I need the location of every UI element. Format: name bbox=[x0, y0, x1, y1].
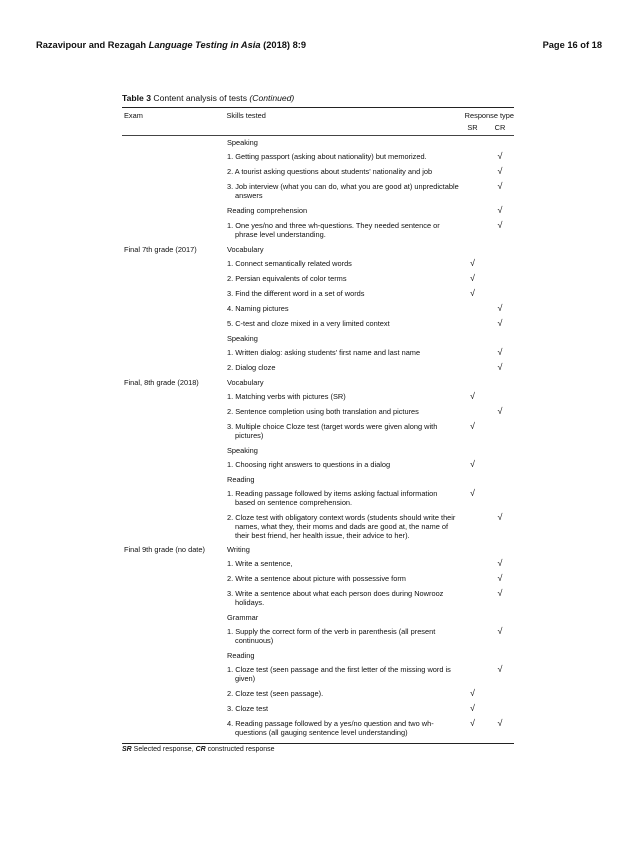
exam-cell bbox=[122, 513, 227, 543]
table-row bbox=[122, 136, 514, 150]
table-row bbox=[122, 219, 514, 243]
table-body bbox=[122, 136, 514, 743]
cr-check-cell bbox=[486, 460, 514, 473]
cr-check-cell bbox=[486, 446, 514, 458]
table-caption bbox=[122, 93, 514, 103]
page-number: Page 16 of 18 bbox=[542, 40, 602, 50]
cr-check-cell: √ bbox=[497, 220, 503, 230]
table-row bbox=[122, 317, 514, 332]
sr-check-cell bbox=[459, 138, 486, 150]
table-row bbox=[122, 204, 514, 219]
table-row bbox=[122, 572, 514, 587]
sr-check-cell: √ bbox=[470, 459, 475, 469]
table-row bbox=[122, 511, 514, 543]
skill-cell: 3. Cloze test bbox=[227, 704, 269, 713]
exam-cell bbox=[122, 475, 227, 487]
sr-check-cell bbox=[459, 545, 486, 557]
cr-check-cell bbox=[486, 613, 514, 625]
exam-cell bbox=[122, 182, 227, 204]
table-row bbox=[122, 287, 514, 302]
exam-cell bbox=[122, 392, 227, 405]
skill-cell: 1. Cloze test (seen passage and the first letter of the missing word is given) bbox=[227, 665, 451, 683]
table-row bbox=[122, 361, 514, 376]
skill-cell: 2. A tourist asking questions about students’ nationality and job bbox=[227, 167, 433, 176]
skill-cell: 1. Write a sentence, bbox=[227, 559, 293, 568]
table-row bbox=[122, 587, 514, 611]
exam-cell bbox=[122, 589, 227, 611]
cr-check-cell bbox=[486, 689, 514, 702]
exam-cell bbox=[122, 665, 227, 687]
skill-cell: 1. Supply the correct form of the verb in parenthesis (all present continuous) bbox=[227, 627, 436, 645]
exam-cell bbox=[122, 167, 227, 180]
exam-cell bbox=[122, 446, 227, 458]
skill-cell: 1. Choosing right answers to questions in a dialog bbox=[227, 460, 391, 469]
sr-check-cell bbox=[459, 304, 486, 317]
sr-check-cell bbox=[459, 651, 486, 663]
sr-check-cell: √ bbox=[470, 688, 475, 698]
table-subheader-row bbox=[122, 123, 514, 135]
cr-check-cell: √ bbox=[497, 151, 503, 161]
skill-cell: 2. Write a sentence about picture with possessive form bbox=[227, 574, 406, 583]
cr-check-cell: √ bbox=[497, 406, 503, 416]
exam-cell bbox=[122, 489, 227, 511]
exam-cell bbox=[122, 407, 227, 420]
sr-check-cell bbox=[459, 378, 486, 390]
sr-check-cell bbox=[459, 407, 486, 420]
running-title bbox=[36, 40, 306, 50]
sr-check-cell bbox=[459, 152, 486, 165]
table-row bbox=[122, 420, 514, 444]
skill-cell: 3. Job interview (what you can do, what you are good at) unpredictable answers bbox=[227, 182, 459, 200]
exam-cell bbox=[122, 363, 227, 376]
sr-check-cell bbox=[459, 363, 486, 376]
skill-cell: 4. Reading passage followed by a yes/no question and two wh-questions (all gauging sentence level understanding) bbox=[227, 719, 434, 737]
header-journal: Language Testing in Asia bbox=[148, 40, 261, 50]
table-row bbox=[122, 611, 514, 625]
skill-cell: 4. Naming pictures bbox=[227, 304, 289, 313]
cr-check-cell: √ bbox=[497, 347, 503, 357]
exam-cell bbox=[122, 348, 227, 361]
skill-cell: 2. Cloze test (seen passage). bbox=[227, 689, 324, 698]
table-row bbox=[122, 165, 514, 180]
cr-check-cell: √ bbox=[497, 626, 503, 636]
sr-check-cell bbox=[459, 245, 486, 257]
skill-cell: Reading bbox=[227, 651, 255, 660]
table-row bbox=[122, 543, 514, 557]
table-row bbox=[122, 444, 514, 458]
skill-cell: Speaking bbox=[227, 138, 258, 147]
exam-cell bbox=[122, 152, 227, 165]
sr-check-cell bbox=[459, 167, 486, 180]
sr-check-cell: √ bbox=[470, 718, 475, 728]
table-row bbox=[122, 243, 514, 257]
footnote-sr-abbr: SR bbox=[122, 746, 132, 753]
exam-cell bbox=[122, 259, 227, 272]
content-analysis-table bbox=[122, 93, 514, 753]
exam-cell bbox=[122, 206, 227, 219]
table-caption-text: Content analysis of tests bbox=[150, 93, 250, 103]
table-row bbox=[122, 150, 514, 165]
cr-check-cell: √ bbox=[497, 205, 503, 215]
skill-cell: 3. Multiple choice Cloze test (target words were given along with pictures) bbox=[227, 422, 438, 440]
skill-cell: 1. One yes/no and three wh-questions. They needed sentence or phrase level understanding. bbox=[227, 221, 440, 239]
cr-check-cell bbox=[486, 378, 514, 390]
sr-check-cell bbox=[459, 475, 486, 487]
table-row bbox=[122, 302, 514, 317]
exam-cell bbox=[122, 274, 227, 287]
header-citation: (2018) 8:9 bbox=[263, 40, 307, 50]
skill-cell: 2. Dialog cloze bbox=[227, 363, 276, 372]
table-row bbox=[122, 717, 514, 743]
skill-cell: Speaking bbox=[227, 334, 258, 343]
sr-check-cell: √ bbox=[470, 488, 475, 498]
sr-check-cell: √ bbox=[470, 703, 475, 713]
cr-check-cell bbox=[486, 334, 514, 346]
sr-check-cell bbox=[459, 182, 486, 204]
exam-cell bbox=[122, 704, 227, 717]
exam-cell bbox=[122, 559, 227, 572]
exam-cell: Final, 8th grade (2018) bbox=[124, 378, 199, 387]
sr-check-cell bbox=[459, 334, 486, 346]
table-bottom-rule bbox=[122, 743, 514, 744]
skill-cell: 5. C-test and cloze mixed in a very limited context bbox=[227, 319, 390, 328]
exam-cell bbox=[122, 613, 227, 625]
sr-check-cell bbox=[459, 574, 486, 587]
cr-check-cell bbox=[486, 245, 514, 257]
skill-cell: 2. Persian equivalents of color terms bbox=[227, 274, 347, 283]
cr-check-cell bbox=[486, 289, 514, 302]
table-continued: (Continued) bbox=[249, 93, 295, 103]
table-row bbox=[122, 458, 514, 473]
exam-cell bbox=[122, 319, 227, 332]
exam-cell: Final 7th grade (2017) bbox=[124, 245, 197, 254]
cr-check-cell bbox=[486, 274, 514, 287]
exam-cell bbox=[122, 689, 227, 702]
table-row bbox=[122, 272, 514, 287]
cr-check-cell: √ bbox=[497, 573, 503, 583]
sr-check-cell bbox=[459, 613, 486, 625]
cr-check-cell bbox=[486, 259, 514, 272]
sr-check-cell: √ bbox=[470, 258, 475, 268]
exam-cell bbox=[122, 422, 227, 444]
skill-cell: Grammar bbox=[227, 613, 259, 622]
skill-cell: Reading comprehension bbox=[227, 206, 308, 215]
column-header-cr: CR bbox=[494, 123, 506, 132]
sr-check-cell: √ bbox=[470, 421, 475, 431]
sr-check-cell bbox=[459, 627, 486, 649]
table-row bbox=[122, 487, 514, 511]
skill-cell: 1. Written dialog: asking students’ first name and last name bbox=[227, 348, 421, 357]
skill-cell: 2. Cloze test with obligatory context words (students should write their names, what they, their moms and dads are good at, the name of their best friend, her health issue, their advice to her). bbox=[227, 513, 456, 540]
table-header-row bbox=[122, 108, 514, 123]
cr-check-cell bbox=[486, 392, 514, 405]
cr-check-cell: √ bbox=[497, 166, 503, 176]
table-row bbox=[122, 557, 514, 572]
exam-cell bbox=[122, 289, 227, 302]
sr-check-cell bbox=[459, 206, 486, 219]
cr-check-cell bbox=[486, 489, 514, 511]
cr-check-cell: √ bbox=[497, 362, 503, 372]
column-header-sr: SR bbox=[467, 123, 478, 132]
header-authors: Razavipour and Rezagah bbox=[36, 40, 147, 50]
skill-cell: 1. Getting passport (asking about nationality) but memorized. bbox=[227, 152, 427, 161]
exam-cell: Final 9th grade (no date) bbox=[124, 545, 205, 554]
sr-check-cell bbox=[459, 665, 486, 687]
column-header-exam: Exam bbox=[124, 111, 143, 120]
sr-check-cell bbox=[459, 221, 486, 243]
sr-check-cell: √ bbox=[470, 288, 475, 298]
sr-check-cell bbox=[459, 446, 486, 458]
page-header bbox=[36, 40, 602, 50]
exam-cell bbox=[122, 719, 227, 743]
cr-check-cell: √ bbox=[497, 588, 503, 598]
sr-check-cell bbox=[459, 589, 486, 611]
table-row bbox=[122, 687, 514, 702]
table-row bbox=[122, 346, 514, 361]
skill-cell: 2. Sentence completion using both translation and pictures bbox=[227, 407, 419, 416]
skill-cell: Reading bbox=[227, 475, 255, 484]
skill-cell: 3. Write a sentence about what each person does during Nowrooz holidays. bbox=[227, 589, 444, 607]
exam-cell bbox=[122, 627, 227, 649]
sr-check-cell: √ bbox=[470, 273, 475, 283]
table-row bbox=[122, 649, 514, 663]
cr-check-cell bbox=[486, 651, 514, 663]
sr-check-cell bbox=[459, 319, 486, 332]
table-row bbox=[122, 376, 514, 390]
cr-check-cell: √ bbox=[497, 512, 503, 522]
cr-check-cell: √ bbox=[497, 318, 503, 328]
column-header-response-type: Response type bbox=[464, 111, 514, 120]
exam-cell bbox=[122, 460, 227, 473]
cr-check-cell bbox=[486, 138, 514, 150]
skill-cell: 3. Find the different word in a set of words bbox=[227, 289, 365, 298]
exam-cell bbox=[122, 651, 227, 663]
exam-cell bbox=[122, 304, 227, 317]
cr-check-cell: √ bbox=[497, 303, 503, 313]
cr-check-cell bbox=[486, 475, 514, 487]
skill-cell: Writing bbox=[227, 545, 250, 554]
sr-check-cell bbox=[459, 348, 486, 361]
sr-check-cell bbox=[459, 559, 486, 572]
skill-cell: 1. Connect semantically related words bbox=[227, 259, 352, 268]
exam-cell bbox=[122, 138, 227, 150]
footnote-cr-abbr: CR bbox=[195, 746, 206, 753]
exam-cell bbox=[122, 221, 227, 243]
cr-check-cell bbox=[486, 422, 514, 444]
sr-check-cell bbox=[459, 513, 486, 543]
table-row bbox=[122, 332, 514, 346]
cr-check-cell bbox=[486, 704, 514, 717]
table-row bbox=[122, 702, 514, 717]
table-row bbox=[122, 180, 514, 204]
exam-cell bbox=[122, 574, 227, 587]
cr-check-cell: √ bbox=[497, 718, 503, 728]
skill-cell: Vocabulary bbox=[227, 378, 264, 387]
table-row bbox=[122, 390, 514, 405]
sr-check-cell: √ bbox=[470, 391, 475, 401]
skill-cell: Vocabulary bbox=[227, 245, 264, 254]
table-row bbox=[122, 257, 514, 272]
cr-check-cell: √ bbox=[497, 181, 503, 191]
cr-check-cell: √ bbox=[497, 664, 503, 674]
footnote-sr-text: Selected response, bbox=[131, 746, 196, 753]
table-row bbox=[122, 663, 514, 687]
table-row bbox=[122, 405, 514, 420]
table-label: Table 3 bbox=[122, 93, 151, 103]
exam-cell bbox=[122, 334, 227, 346]
table-footnote bbox=[122, 746, 514, 753]
column-header-skills: Skills tested bbox=[226, 111, 266, 120]
cr-check-cell: √ bbox=[497, 558, 503, 568]
skill-cell: 1. Matching verbs with pictures (SR) bbox=[227, 392, 346, 401]
cr-check-cell bbox=[486, 545, 514, 557]
table-row bbox=[122, 473, 514, 487]
skill-cell: Speaking bbox=[227, 446, 258, 455]
footnote-cr-text: constructed response bbox=[205, 746, 275, 753]
table-row bbox=[122, 625, 514, 649]
skill-cell: 1. Reading passage followed by items asking factual information based on sentence comprehension. bbox=[227, 489, 438, 507]
